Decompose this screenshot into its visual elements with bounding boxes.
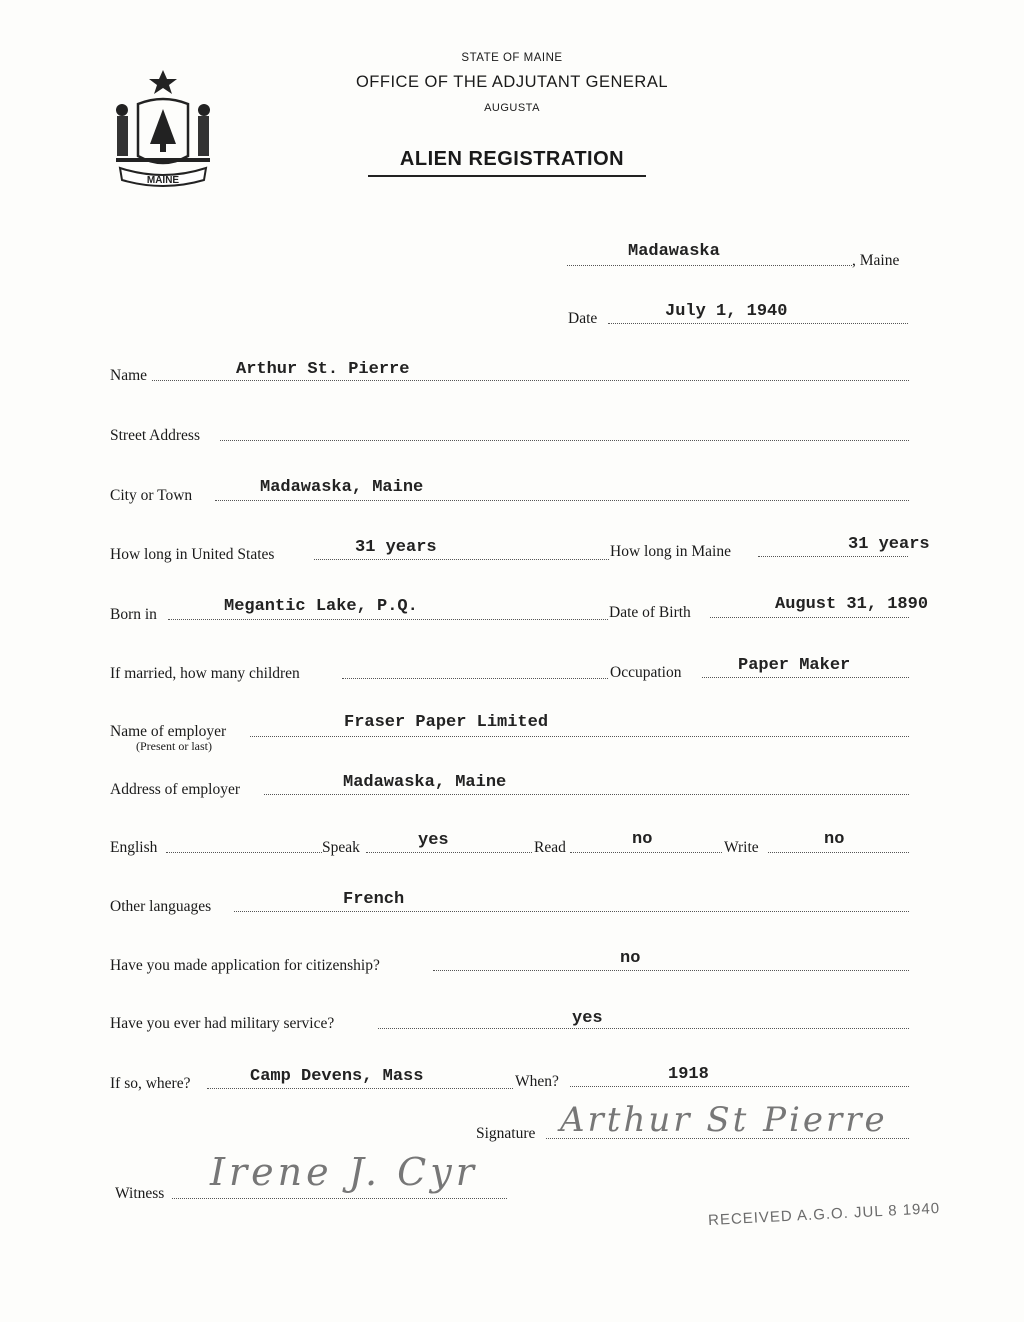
signature-label: Signature [476,1125,536,1142]
write-value[interactable]: no [824,830,845,849]
name-value[interactable]: Arthur St. Pierre [236,360,410,379]
date-line [608,323,908,324]
citizenship-line [433,970,909,971]
when-line [570,1086,909,1087]
born-label: Born in [110,606,157,623]
signature-value[interactable]: Arthur St Pierre [560,1100,888,1140]
employer-address-line [264,794,909,795]
maine-value[interactable]: 31 years [848,535,930,554]
read-label: Read [534,839,566,856]
office-heading: OFFICE OF THE ADJUTANT GENERAL [355,73,669,91]
where-value[interactable]: Camp Devens, Mass [250,1067,424,1086]
born-value[interactable]: Megantic Lake, P.Q. [224,597,418,616]
employer-sublabel: (Present or last) [136,739,212,753]
other-languages-line [234,911,909,912]
date-label: Date [568,310,598,327]
dob-value[interactable]: August 31, 1890 [775,595,929,614]
write-line [768,852,909,853]
when-value[interactable]: 1918 [668,1065,709,1084]
witness-label: Witness [115,1185,165,1202]
read-line [570,852,722,853]
employer-value[interactable]: Fraser Paper Limited [344,713,549,732]
date-value[interactable]: July 1, 1940 [665,302,788,321]
english-label: English [110,839,158,856]
occupation-label: Occupation [610,664,682,681]
dob-line [710,617,909,618]
witness-signature[interactable]: Irene J. Cyr [210,1150,478,1194]
born-line [168,619,608,620]
when-label: When? [515,1073,559,1090]
seal-text: MAINE [146,175,180,186]
place-suffix: , Maine [852,252,900,269]
us-line [314,559,609,560]
name-label: Name [110,367,148,384]
employer-label: Name of employer [110,723,227,740]
maine-label: How long in Maine [610,543,731,560]
street-label: Street Address [110,427,200,444]
form-title: ALIEN REGISTRATION [399,148,625,170]
state-heading: STATE OF MAINE [461,52,563,64]
us-label: How long in United States [110,546,275,563]
military-value[interactable]: yes [572,1009,603,1028]
other-languages-value[interactable]: French [343,890,405,909]
where-line [207,1088,513,1089]
english-line [166,852,322,853]
name-line [152,380,909,381]
citizenship-label: Have you made application for citizenship? [110,957,380,974]
employer-address-label: Address of employer [110,781,240,798]
citizenship-value[interactable]: no [620,949,641,968]
other-languages-label: Other languages [110,898,212,915]
speak-value[interactable]: yes [418,831,449,850]
write-label: Write [724,839,759,856]
city-heading: AUGUSTA [484,102,540,114]
city-value[interactable]: Madawaska, Maine [260,478,424,497]
occupation-value[interactable]: Paper Maker [738,656,851,675]
title-underline [368,175,646,177]
place-line [567,265,852,266]
military-label: Have you ever had military service? [110,1015,335,1032]
children-line [342,678,608,679]
witness-line [172,1198,507,1199]
where-label: If so, where? [110,1075,191,1092]
military-line [378,1028,909,1029]
employer-address-value[interactable]: Madawaska, Maine [343,773,507,792]
occupation-line [702,677,909,678]
children-label: If married, how many children [110,665,300,682]
city-label: City or Town [110,487,193,504]
maine-line [758,556,908,557]
dob-label: Date of Birth [609,604,691,621]
city-line [215,500,909,501]
received-stamp: RECEIVED A.G.O. JUL 8 1940 [707,1199,941,1230]
speak-line [366,852,532,853]
speak-label: Speak [322,839,360,856]
employer-line [250,736,909,737]
us-value[interactable]: 31 years [355,538,437,557]
read-value[interactable]: no [632,830,653,849]
place-value[interactable]: Madawaska [628,242,720,261]
street-line [220,440,909,441]
